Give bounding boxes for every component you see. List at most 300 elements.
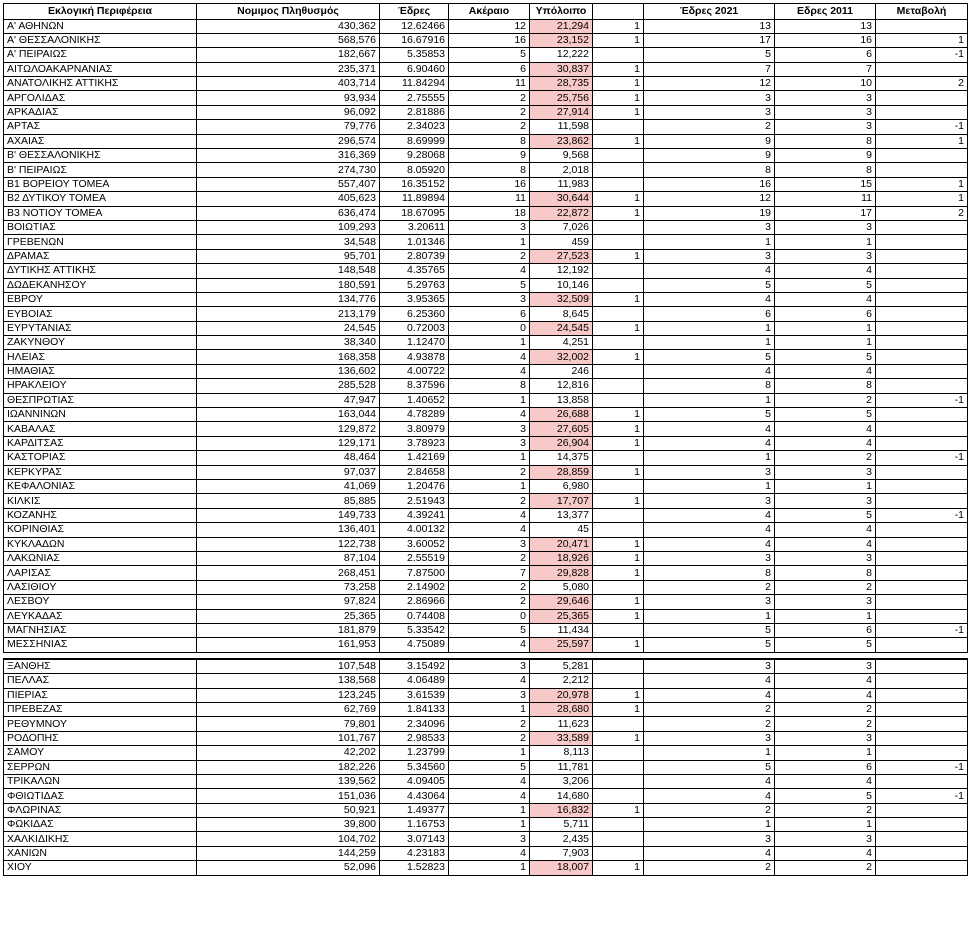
cell-bonus <box>593 480 644 494</box>
cell-bonus <box>593 235 644 249</box>
cell-region: ΧΙΟΥ <box>4 861 197 875</box>
cell-seats-2021: 1 <box>644 393 775 407</box>
cell-population: 96,092 <box>197 105 380 119</box>
cell-integer: 2 <box>449 551 530 565</box>
cell-seats-2011: 5 <box>775 350 876 364</box>
cell-change: 1 <box>876 134 968 148</box>
cell-seats: 4.39241 <box>380 508 449 522</box>
cell-bonus: 1 <box>593 595 644 609</box>
cell-region: ΕΒΡΟΥ <box>4 292 197 306</box>
cell-population: 180,591 <box>197 278 380 292</box>
cell-population: 136,401 <box>197 523 380 537</box>
cell-remainder: 5,080 <box>530 580 593 594</box>
table-row <box>4 674 968 688</box>
cell-seats-2011: 4 <box>775 674 876 688</box>
cell-seats-2021: 9 <box>644 149 775 163</box>
cell-integer: 1 <box>449 451 530 465</box>
cell-bonus <box>593 307 644 321</box>
cell-seats-2021: 4 <box>644 789 775 803</box>
cell-integer: 3 <box>449 659 530 674</box>
cell-bonus <box>593 264 644 278</box>
cell-seats: 4.75089 <box>380 638 449 652</box>
header-region: Εκλογική Περιφέρεια <box>4 4 197 20</box>
table-row <box>4 566 968 580</box>
cell-seats-2021: 3 <box>644 731 775 745</box>
cell-seats-2021: 5 <box>644 760 775 774</box>
table-row <box>4 350 968 364</box>
table-row <box>4 846 968 860</box>
cell-population: 47,947 <box>197 393 380 407</box>
table-row <box>4 861 968 875</box>
cell-change: 1 <box>876 33 968 47</box>
table-row <box>4 789 968 803</box>
cell-seats-2011: 4 <box>775 264 876 278</box>
cell-seats: 3.80979 <box>380 422 449 436</box>
cell-integer: 8 <box>449 134 530 148</box>
table-row <box>4 451 968 465</box>
cell-bonus: 1 <box>593 408 644 422</box>
cell-bonus: 1 <box>593 861 644 875</box>
cell-integer: 11 <box>449 77 530 91</box>
cell-seats: 18.67095 <box>380 206 449 220</box>
cell-change: -1 <box>876 393 968 407</box>
cell-integer: 9 <box>449 149 530 163</box>
cell-remainder: 29,646 <box>530 595 593 609</box>
table-row <box>4 609 968 623</box>
cell-seats-2011: 1 <box>775 609 876 623</box>
cell-remainder: 27,914 <box>530 105 593 119</box>
cell-integer: 2 <box>449 494 530 508</box>
cell-seats-2021: 2 <box>644 580 775 594</box>
cell-seats: 1.84133 <box>380 702 449 716</box>
cell-seats-2021: 5 <box>644 48 775 62</box>
cell-seats: 4.23183 <box>380 846 449 860</box>
table-row <box>4 249 968 263</box>
cell-change <box>876 803 968 817</box>
cell-remainder: 14,375 <box>530 451 593 465</box>
cell-region: ΑΙΤΩΛΟΑΚΑΡΝΑΝΙΑΣ <box>4 62 197 76</box>
cell-change <box>876 702 968 716</box>
cell-seats-2011: 5 <box>775 638 876 652</box>
cell-region: ΓΡΕΒΕΝΩΝ <box>4 235 197 249</box>
cell-seats: 4.43064 <box>380 789 449 803</box>
cell-seats-2011: 3 <box>775 595 876 609</box>
cell-seats-2021: 5 <box>644 623 775 637</box>
cell-seats-2021: 8 <box>644 566 775 580</box>
cell-bonus: 1 <box>593 494 644 508</box>
cell-remainder: 22,872 <box>530 206 593 220</box>
cell-region: ΚΟΖΑΝΗΣ <box>4 508 197 522</box>
cell-seats: 1.20476 <box>380 480 449 494</box>
table-row <box>4 307 968 321</box>
cell-bonus: 1 <box>593 292 644 306</box>
cell-change <box>876 832 968 846</box>
cell-seats-2021: 3 <box>644 465 775 479</box>
table-row <box>4 595 968 609</box>
cell-seats-2021: 6 <box>644 307 775 321</box>
cell-population: 235,371 <box>197 62 380 76</box>
cell-remainder: 5,711 <box>530 818 593 832</box>
cell-seats-2011: 3 <box>775 91 876 105</box>
cell-region: ΗΜΑΘΙΑΣ <box>4 364 197 378</box>
cell-region: ΡΟΔΟΠΗΣ <box>4 731 197 745</box>
cell-integer: 2 <box>449 91 530 105</box>
cell-bonus: 1 <box>593 33 644 47</box>
cell-change <box>876 321 968 335</box>
cell-seats-2011: 6 <box>775 48 876 62</box>
cell-region: ΔΩΔΕΚΑΝΗΣΟΥ <box>4 278 197 292</box>
cell-region: ΘΕΣΠΡΩΤΙΑΣ <box>4 393 197 407</box>
cell-change <box>876 62 968 76</box>
cell-remainder: 16,832 <box>530 803 593 817</box>
cell-change <box>876 861 968 875</box>
cell-region: ΚΑΡΔΙΤΣΑΣ <box>4 436 197 450</box>
cell-seats-2011: 2 <box>775 717 876 731</box>
cell-remainder: 26,688 <box>530 408 593 422</box>
cell-integer: 4 <box>449 350 530 364</box>
cell-seats: 4.06489 <box>380 674 449 688</box>
cell-integer: 4 <box>449 638 530 652</box>
cell-bonus <box>593 818 644 832</box>
cell-remainder: 11,623 <box>530 717 593 731</box>
cell-change <box>876 364 968 378</box>
cell-bonus: 1 <box>593 566 644 580</box>
cell-seats-2011: 4 <box>775 364 876 378</box>
cell-integer: 1 <box>449 818 530 832</box>
cell-seats-2011: 1 <box>775 746 876 760</box>
cell-change: -1 <box>876 760 968 774</box>
cell-bonus <box>593 364 644 378</box>
cell-population: 182,226 <box>197 760 380 774</box>
cell-seats-2021: 4 <box>644 508 775 522</box>
cell-seats: 16.67916 <box>380 33 449 47</box>
cell-change: -1 <box>876 623 968 637</box>
cell-change <box>876 278 968 292</box>
cell-change <box>876 350 968 364</box>
cell-seats: 11.89894 <box>380 192 449 206</box>
cell-population: 274,730 <box>197 163 380 177</box>
cell-seats-2021: 1 <box>644 235 775 249</box>
cell-population: 129,872 <box>197 422 380 436</box>
cell-region: ΕΥΒΟΙΑΣ <box>4 307 197 321</box>
cell-population: 25,365 <box>197 609 380 623</box>
cell-region: ΚΑΣΤΟΡΙΑΣ <box>4 451 197 465</box>
cell-seats: 16.35152 <box>380 177 449 191</box>
table-row <box>4 638 968 652</box>
cell-bonus <box>593 220 644 234</box>
table-row <box>4 235 968 249</box>
cell-region: Β1 ΒΟΡΕΙΟΥ ΤΟΜΕΑ <box>4 177 197 191</box>
cell-change: 2 <box>876 206 968 220</box>
cell-seats-2021: 4 <box>644 846 775 860</box>
cell-integer: 5 <box>449 48 530 62</box>
cell-remainder: 11,434 <box>530 623 593 637</box>
header-seats-2021: Έδρες 2021 <box>644 4 775 20</box>
cell-remainder: 2,212 <box>530 674 593 688</box>
cell-region: ΙΩΑΝΝΙΝΩΝ <box>4 408 197 422</box>
cell-bonus <box>593 623 644 637</box>
cell-integer: 2 <box>449 731 530 745</box>
cell-population: 79,801 <box>197 717 380 731</box>
table-row <box>4 48 968 62</box>
cell-bonus: 1 <box>593 249 644 263</box>
cell-seats: 2.75555 <box>380 91 449 105</box>
cell-population: 97,824 <box>197 595 380 609</box>
cell-population: 636,474 <box>197 206 380 220</box>
cell-integer: 3 <box>449 436 530 450</box>
cell-integer: 2 <box>449 105 530 119</box>
cell-integer: 1 <box>449 235 530 249</box>
table-row <box>4 408 968 422</box>
cell-region: ΛΑΣΙΘΙΟΥ <box>4 580 197 594</box>
cell-bonus: 1 <box>593 105 644 119</box>
cell-remainder: 25,756 <box>530 91 593 105</box>
cell-seats-2021: 3 <box>644 659 775 674</box>
cell-remainder: 21,294 <box>530 19 593 33</box>
table-row <box>4 62 968 76</box>
cell-integer: 2 <box>449 595 530 609</box>
cell-seats-2011: 3 <box>775 120 876 134</box>
cell-seats-2021: 2 <box>644 120 775 134</box>
cell-population: 138,568 <box>197 674 380 688</box>
cell-change <box>876 774 968 788</box>
cell-remainder: 17,707 <box>530 494 593 508</box>
cell-seats-2011: 6 <box>775 623 876 637</box>
cell-seats: 4.93878 <box>380 350 449 364</box>
cell-population: 139,562 <box>197 774 380 788</box>
cell-region: ΜΕΣΣΗΝΙΑΣ <box>4 638 197 652</box>
cell-seats: 1.52823 <box>380 861 449 875</box>
cell-population: 79,776 <box>197 120 380 134</box>
cell-region: ΑΧΑΙΑΣ <box>4 134 197 148</box>
cell-seats-2021: 2 <box>644 717 775 731</box>
cell-bonus <box>593 832 644 846</box>
cell-seats-2021: 4 <box>644 774 775 788</box>
cell-population: 122,738 <box>197 537 380 551</box>
cell-region: ΞΑΝΘΗΣ <box>4 659 197 674</box>
cell-seats-2011: 5 <box>775 278 876 292</box>
cell-bonus <box>593 48 644 62</box>
cell-region: ΤΡΙΚΑΛΩΝ <box>4 774 197 788</box>
cell-region: ΛΑΡΙΣΑΣ <box>4 566 197 580</box>
cell-seats-2011: 5 <box>775 508 876 522</box>
cell-seats-2021: 3 <box>644 105 775 119</box>
cell-change <box>876 465 968 479</box>
cell-population: 268,451 <box>197 566 380 580</box>
cell-remainder: 9,568 <box>530 149 593 163</box>
cell-remainder: 32,002 <box>530 350 593 364</box>
cell-seats: 12.62466 <box>380 19 449 33</box>
cell-seats: 3.78923 <box>380 436 449 450</box>
cell-integer: 4 <box>449 508 530 522</box>
table-row <box>4 264 968 278</box>
cell-region: ΑΡΤΑΣ <box>4 120 197 134</box>
cell-change <box>876 688 968 702</box>
cell-remainder: 2,018 <box>530 163 593 177</box>
cell-population: 34,548 <box>197 235 380 249</box>
cell-remainder: 12,222 <box>530 48 593 62</box>
cell-change <box>876 717 968 731</box>
cell-change <box>876 336 968 350</box>
cell-population: 104,702 <box>197 832 380 846</box>
cell-change <box>876 731 968 745</box>
table-row <box>4 523 968 537</box>
cell-remainder: 25,365 <box>530 609 593 623</box>
cell-bonus: 1 <box>593 350 644 364</box>
table-row <box>4 220 968 234</box>
cell-bonus: 1 <box>593 688 644 702</box>
cell-integer: 2 <box>449 717 530 731</box>
cell-seats: 7.87500 <box>380 566 449 580</box>
cell-remainder: 27,605 <box>530 422 593 436</box>
cell-integer: 0 <box>449 609 530 623</box>
table-row <box>4 580 968 594</box>
cell-bonus: 1 <box>593 91 644 105</box>
cell-seats: 5.35853 <box>380 48 449 62</box>
cell-seats-2011: 4 <box>775 523 876 537</box>
cell-seats-2011: 8 <box>775 379 876 393</box>
cell-integer: 1 <box>449 393 530 407</box>
cell-change: 2 <box>876 77 968 91</box>
header-remainder: Υπόλοιπο <box>530 4 593 20</box>
table-row <box>4 149 968 163</box>
cell-region: ΚΕΦΑΛΟΝΙΑΣ <box>4 480 197 494</box>
cell-integer: 3 <box>449 292 530 306</box>
cell-region: ΚΙΛΚΙΣ <box>4 494 197 508</box>
cell-integer: 1 <box>449 803 530 817</box>
cell-integer: 12 <box>449 19 530 33</box>
cell-remainder: 30,644 <box>530 192 593 206</box>
cell-remainder: 26,904 <box>530 436 593 450</box>
cell-seats-2011: 9 <box>775 149 876 163</box>
cell-change: -1 <box>876 789 968 803</box>
cell-population: 144,259 <box>197 846 380 860</box>
cell-region: ΜΑΓΝΗΣΙΑΣ <box>4 623 197 637</box>
cell-integer: 3 <box>449 422 530 436</box>
cell-remainder: 14,680 <box>530 789 593 803</box>
cell-change <box>876 846 968 860</box>
cell-population: 181,879 <box>197 623 380 637</box>
cell-seats-2011: 8 <box>775 163 876 177</box>
cell-seats-2011: 7 <box>775 62 876 76</box>
cell-seats-2021: 2 <box>644 702 775 716</box>
cell-seats: 3.95365 <box>380 292 449 306</box>
cell-integer: 4 <box>449 789 530 803</box>
cell-seats: 11.84294 <box>380 77 449 91</box>
table-row <box>4 379 968 393</box>
header-seats-2011: Εδρες 2011 <box>775 4 876 20</box>
cell-population: 430,362 <box>197 19 380 33</box>
cell-population: 213,179 <box>197 307 380 321</box>
cell-change <box>876 307 968 321</box>
table-row <box>4 480 968 494</box>
header-population: Νομιμος Πληθυσμός <box>197 4 380 20</box>
cell-remainder: 2,435 <box>530 832 593 846</box>
cell-population: 296,574 <box>197 134 380 148</box>
cell-integer: 1 <box>449 746 530 760</box>
cell-region: ΚΟΡΙΝΘΙΑΣ <box>4 523 197 537</box>
cell-bonus <box>593 163 644 177</box>
table-row <box>4 717 968 731</box>
cell-seats-2021: 5 <box>644 638 775 652</box>
cell-change: 1 <box>876 177 968 191</box>
cell-integer: 4 <box>449 774 530 788</box>
cell-seats-2021: 16 <box>644 177 775 191</box>
cell-population: 50,921 <box>197 803 380 817</box>
cell-remainder: 33,589 <box>530 731 593 745</box>
cell-seats: 6.90460 <box>380 62 449 76</box>
cell-population: 107,548 <box>197 659 380 674</box>
cell-region: ΛΑΚΩΝΙΑΣ <box>4 551 197 565</box>
cell-seats: 4.35765 <box>380 264 449 278</box>
cell-remainder: 18,007 <box>530 861 593 875</box>
cell-integer: 4 <box>449 846 530 860</box>
cell-change <box>876 659 968 674</box>
cell-seats-2011: 2 <box>775 702 876 716</box>
cell-region: Α' ΘΕΣΣΑΛΟΝΙΚΗΣ <box>4 33 197 47</box>
cell-seats: 3.07143 <box>380 832 449 846</box>
cell-population: 93,934 <box>197 91 380 105</box>
cell-remainder: 6,980 <box>530 480 593 494</box>
cell-change <box>876 19 968 33</box>
cell-remainder: 13,858 <box>530 393 593 407</box>
cell-seats: 1.42169 <box>380 451 449 465</box>
cell-seats-2011: 3 <box>775 551 876 565</box>
cell-seats-2021: 4 <box>644 264 775 278</box>
table-row <box>4 77 968 91</box>
cell-change <box>876 523 968 537</box>
cell-seats-2021: 1 <box>644 746 775 760</box>
table-row <box>4 278 968 292</box>
cell-seats-2021: 19 <box>644 206 775 220</box>
cell-seats: 8.05920 <box>380 163 449 177</box>
cell-population: 316,369 <box>197 149 380 163</box>
cell-population: 97,037 <box>197 465 380 479</box>
table-row <box>4 688 968 702</box>
cell-remainder: 4,251 <box>530 336 593 350</box>
cell-remainder: 45 <box>530 523 593 537</box>
cell-seats-2021: 4 <box>644 436 775 450</box>
cell-region: Α' ΠΕΙΡΑΙΩΣ <box>4 48 197 62</box>
cell-region: Β3 ΝΟΤΙΟΥ ΤΟΜΕΑ <box>4 206 197 220</box>
cell-seats: 1.01346 <box>380 235 449 249</box>
cell-region: ΡΕΘΥΜΝΟΥ <box>4 717 197 731</box>
cell-seats: 4.09405 <box>380 774 449 788</box>
header-bonus <box>593 4 644 20</box>
cell-population: 182,667 <box>197 48 380 62</box>
cell-seats-2011: 4 <box>775 688 876 702</box>
cell-seats-2021: 5 <box>644 278 775 292</box>
cell-population: 38,340 <box>197 336 380 350</box>
cell-seats-2021: 3 <box>644 249 775 263</box>
table-row <box>4 702 968 716</box>
cell-region: ΠΙΕΡΙΑΣ <box>4 688 197 702</box>
cell-remainder: 23,152 <box>530 33 593 47</box>
cell-region: ΚΑΒΑΛΑΣ <box>4 422 197 436</box>
cell-seats-2011: 8 <box>775 134 876 148</box>
cell-integer: 4 <box>449 674 530 688</box>
cell-bonus <box>593 177 644 191</box>
cell-seats: 1.23799 <box>380 746 449 760</box>
cell-remainder: 3,206 <box>530 774 593 788</box>
cell-seats-2021: 12 <box>644 77 775 91</box>
cell-region: ΚΥΚΛΑΔΩΝ <box>4 537 197 551</box>
cell-change <box>876 566 968 580</box>
table-row <box>4 659 968 674</box>
cell-remainder: 7,903 <box>530 846 593 860</box>
cell-population: 101,767 <box>197 731 380 745</box>
cell-seats: 5.34560 <box>380 760 449 774</box>
